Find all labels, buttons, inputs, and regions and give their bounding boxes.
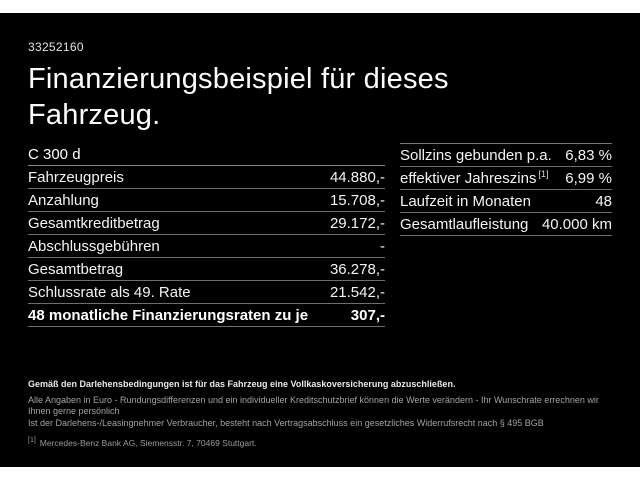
table-row (28, 189, 385, 212)
row-value: 6,83 % (565, 146, 612, 164)
model-label: C 300 d (28, 145, 81, 163)
footnote-ref: [1] (538, 168, 549, 179)
row-value: 15.708,- (329, 191, 385, 209)
row-value: - (380, 237, 385, 255)
row-label: Gesamtbetrag (28, 260, 124, 278)
row-value: 6,99 % (565, 169, 612, 187)
row-label: effektiver Jahreszins [1] (400, 168, 549, 187)
table-row (28, 235, 385, 258)
row-label: Anzahlung (28, 191, 99, 209)
fine-print-bold-line: Gemäß den Darlehensbedingungen ist für das Fahrzeug eine Vollkaskoversicherung abzuschließen. (28, 379, 456, 389)
table-row (400, 167, 612, 190)
table-row (400, 190, 612, 213)
row-value: 44.880,- (329, 168, 385, 186)
table-row (28, 212, 385, 235)
credit-details-table (28, 143, 385, 327)
row-value: 48 (595, 192, 612, 210)
table-row (400, 144, 612, 167)
row-value: 307,- (350, 306, 385, 324)
row-value: 36.278,- (329, 260, 385, 278)
row-label: Schlussrate als 49. Rate (28, 283, 191, 301)
row-label: Sollzins gebunden p.a. (400, 146, 552, 164)
financing-sheet (0, 13, 640, 467)
legal-fine-print (28, 379, 612, 449)
table-row (28, 281, 385, 304)
table-row (28, 258, 385, 281)
footnote-text: Mercedes-Benz Bank AG, Siemensstr. 7, 70469 Stuttgart. (39, 437, 257, 448)
row-value: 40.000 km (541, 215, 612, 233)
row-label: Gesamtkreditbetrag (28, 214, 160, 232)
page-title-line1: Finanzierungsbeispiel für dieses (28, 63, 449, 95)
row-label: Abschlussgebühren (28, 237, 160, 255)
vehicle-model (28, 143, 385, 166)
row-label: Laufzeit in Monaten (400, 192, 531, 210)
page-title (28, 61, 612, 133)
footnote (28, 435, 612, 449)
financing-tables (28, 143, 612, 327)
interest-details-table (400, 143, 612, 236)
footnote-marker: [1] (28, 437, 36, 444)
row-value: 29.172,- (329, 214, 385, 232)
row-label: 48 monatliche Finanzierungsraten zu je (28, 306, 309, 324)
fine-print-line2: Alle Angaben in Euro - Rundungsdifferenzen und ein individueller Kreditschutzbrief können die Werte verändern - Ihr Wunschrate errechnen wir Ihnen gerne persönlich (28, 394, 599, 416)
row-label: Gesamtlaufleistung (400, 215, 529, 233)
fine-print-line3: Ist der Darlehens-/Leasingnehmer Verbraucher, besteht nach Vertragsabschluss ein gesetzliches Widerrufsrecht nach § 495 BGB (28, 417, 544, 428)
table-row-monthly-rate (28, 304, 385, 327)
reference-number: 33252160 (28, 40, 84, 54)
table-row (28, 166, 385, 189)
table-row (400, 213, 612, 236)
page-title-line2: Fahrzeug. (28, 99, 161, 131)
row-label: Fahrzeugpreis (28, 168, 124, 186)
row-value: 21.542,- (329, 283, 385, 301)
